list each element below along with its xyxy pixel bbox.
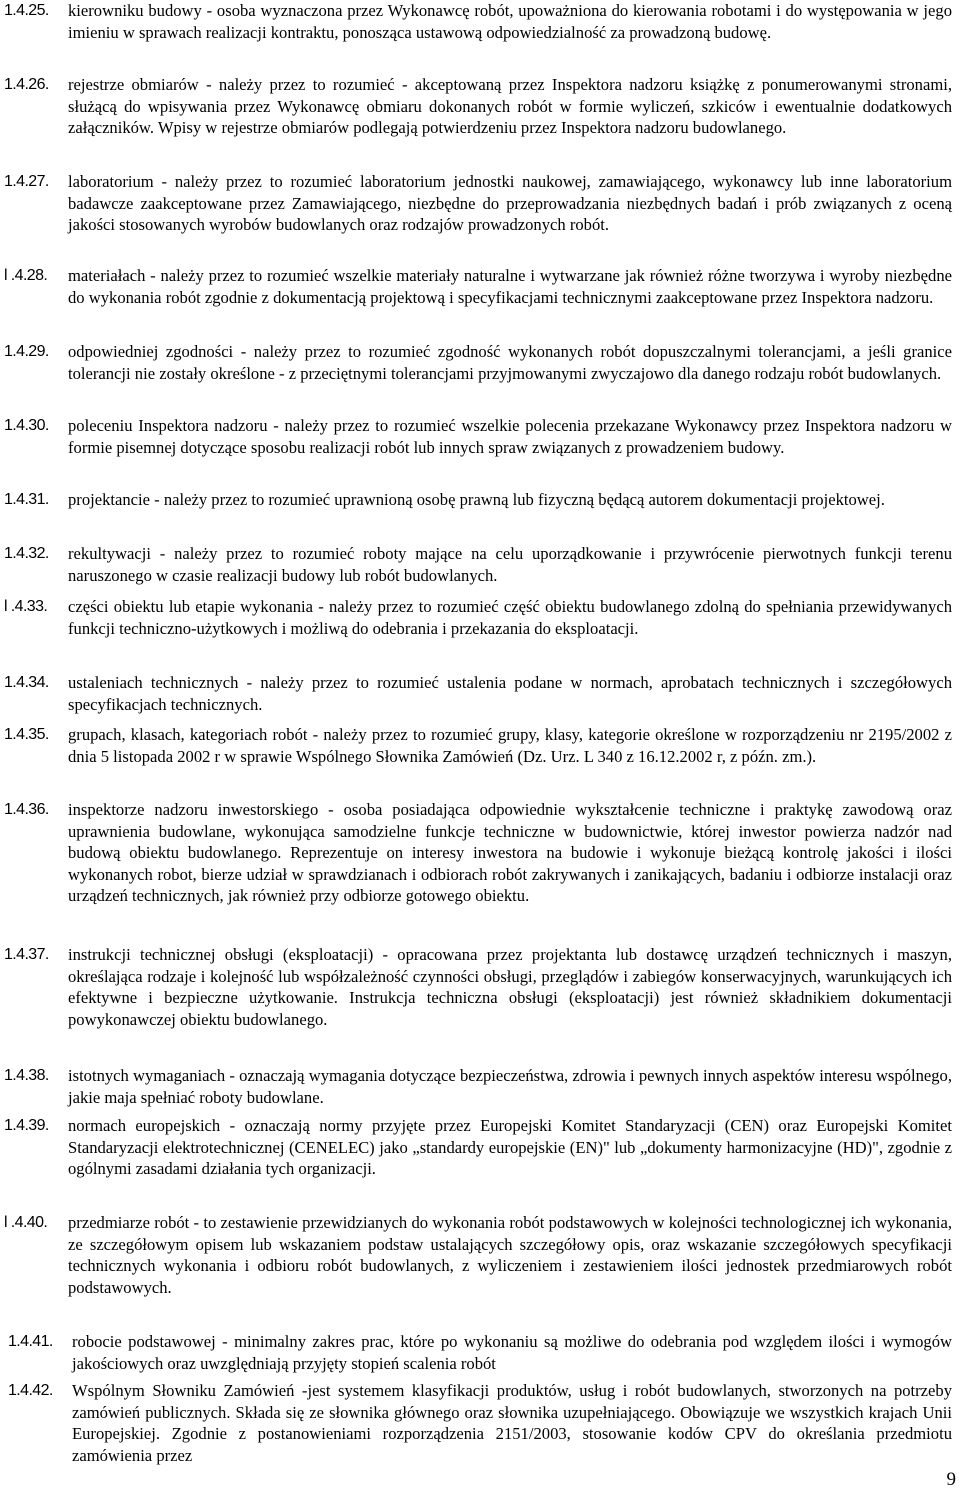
section-number: 1.4.36. (4, 801, 49, 818)
definition-1-4-28 (4, 265, 956, 308)
section-number: 1.4.41. (8, 1333, 53, 1350)
definition-text: grupach, klasach, kategoriach robót - należy przez to rozumieć grupy, klasy, kategorie określone w rozporządzeniu nr 2195/2002 z dnia 5 listopada 2002 r w sprawie Wspólnego Słownika Zamówień (Dz. Urz. L 340 z 16.12.2002 r, z późn. zm.). (68, 725, 952, 766)
definition-text: inspektorze nadzoru inwestorskiego - osoba posiadająca odpowiednie wykształcenie techniczne i praktykę zawodową oraz uprawnienia budowlane, wykonująca samodzielne funkcje techniczne w budownictwie, której inwestor powierza nadzór nad budową obiektu budowlanego. Reprezentuje on interesy inwestora na budowie i wykonuje bieżącą kontrolę jakości i ilości wykonanych robot, bierze udział w sprawdzianach i odbiorach robót zakrywanych i zanikających, badaniu i odbiorze instalacji oraz urządzeń technicznych, jak również przy odbiorze gotowego obiektu. (68, 800, 952, 905)
section-number: l .4.28. (4, 267, 48, 284)
definition-text: rejestrze obmiarów - należy przez to rozumieć - akceptowaną przez Inspektora nadzoru książkę z ponumerowanymi stronami, służącą do wpisywania przez Wykonawcę obmiaru dokonanych robót w formie wyliczeń, szkiców i ewentualnie dodatkowych załączników. Wpisy w rejestrze obmiarów podlegają potwierdzeniu przez Inspektora nadzoru budowlanego. (68, 75, 952, 137)
definition-1-4-35 (4, 724, 956, 767)
definition-1-4-25 (4, 0, 956, 43)
definition-text: laboratorium - należy przez to rozumieć laboratorium jednostki naukowej, zamawiającego, wykonawcy lub inne laboratorium badawcze zaakceptowane przez Zamawiającego, niezbędne do przeprowadzania niezbędnych badań i prób związanych z oceną jakości stosowanych wyrobów budowlanych oraz rodzajów prowadzonych robót. (68, 172, 952, 234)
definition-1-4-39 (4, 1115, 956, 1180)
section-number: 1.4.39. (4, 1117, 49, 1134)
definition-1-4-31 (4, 489, 956, 511)
definition-text: poleceniu Inspektora nadzoru - należy przez to rozumieć wszelkie polecenia przekazane Wykonawcy przez Inspektora nadzoru w formie pisemnej dotyczące sposobu realizacji robót lub innych spraw związanych z prowadzeniem budowy. (68, 416, 952, 457)
definition-text: kierowniku budowy - osoba wyznaczona przez Wykonawcę robót, upoważniona do kierowania robotami i do występowania w jego imieniu w sprawach realizacji kontraktu, ponosząca ustawową odpowiedzialność za prowadzoną budowę. (68, 1, 952, 42)
definition-text: części obiektu lub etapie wykonania - należy przez to rozumieć część obiektu budowlanego zdolną do spełniania przewidywanych funkcji techniczno-użytkowych i możliwą do odebrania i przekazania do eksploatacji. (68, 597, 952, 638)
definition-text: instrukcji technicznej obsługi (eksploatacji) - opracowana przez projektanta lub dostawcę urządzeń technicznych i maszyn, określająca rodzaje i kolejność lub współzależność czynności obsługi, przeglądów i zabiegów konserwacyjnych, warunkujących ich efektywne i bezpieczne użytkowanie. Instrukcja techniczna obsługi (eksploatacji) jest również składnikiem dokumentacji powykonawczej obiektu budowlanego. (68, 945, 952, 1029)
definition-text: Wspólnym Słowniku Zamówień -jest systemem klasyfikacji produktów, usług i robót budowlanych, stworzonych na potrzeby zamówień publicznych. Składa się ze słownika głównego oraz słownika uzupełniającego. Obowiązuje we wszystkich krajach Unii Europejskiej. Zgodnie z postanowieniami rozporządzenia 2151/2003, stosowanie kodów CPV do określania przedmiotu zamówienia przez (72, 1381, 952, 1465)
definition-text: istotnych wymaganiach - oznaczają wymagania dotyczące bezpieczeństwa, zdrowia i pewnych innych aspektów interesu wspólnego, jakie maja spełniać roboty budowlane. (68, 1066, 952, 1107)
definition-1-4-36 (4, 799, 956, 907)
definition-text: projektancie - należy przez to rozumieć uprawnioną osobę prawną lub fizyczną będącą autorem dokumentacji projektowej. (68, 490, 885, 509)
section-number: 1.4.32. (4, 545, 49, 562)
section-number: 1.4.42. (8, 1382, 53, 1399)
definition-text: normach europejskich - oznaczają normy przyjęte przez Europejski Komitet Standaryzacji (CEN) oraz Europejski Komitet Standaryzacji elektrotechnicznej (CENELEC) jako „standardy europejskie (EN)" lub „dokumenty harmonizacyjne (HD)", zgodnie z ogólnymi zasadami działania tych organizacji. (68, 1116, 952, 1178)
section-number: 1.4.26. (4, 76, 49, 93)
section-number: 1.4.29. (4, 343, 49, 360)
definition-1-4-34 (4, 672, 956, 715)
section-number: 1.4.31. (4, 491, 49, 508)
definition-1-4-41 (8, 1331, 956, 1374)
section-number: l .4.40. (4, 1214, 48, 1231)
section-number: 1.4.30. (4, 417, 49, 434)
definition-1-4-40 (4, 1212, 956, 1298)
definition-1-4-33 (4, 596, 956, 639)
section-number: 1.4.25. (4, 2, 49, 19)
definition-1-4-29 (4, 341, 956, 384)
definition-text: przedmiarze robót - to zestawienie przewidzianych do wykonania robót podstawowych w kolejności technologicznej ich wykonania, ze szczegółowym opisem lub wskazaniem podstaw ustalających szczegółowy opis, oraz wskazanie szczegółowych specyfikacji technicznych wykonania i odbioru robót budowlanych, z wyliczeniem i zestawieniem ilości jednostek przedmiarowych robót podstawowych. (68, 1213, 952, 1297)
definition-text: ustaleniach technicznych - należy przez to rozumieć ustalenia podane w normach, aprobatach technicznych i szczegółowych specyfikacjach technicznych. (68, 673, 952, 714)
section-number: 1.4.38. (4, 1067, 49, 1084)
definition-1-4-38 (4, 1065, 956, 1108)
definition-text: robocie podstawowej - minimalny zakres prac, które po wykonaniu są możliwe do odebrania pod względem ilości i wymogów jakościowych oraz uwzględniają przyjęty stopień scalenia robót (72, 1332, 952, 1373)
section-number: 1.4.37. (4, 946, 49, 963)
definition-1-4-37 (4, 944, 956, 1030)
definition-1-4-32 (4, 543, 956, 586)
section-number: 1.4.35. (4, 726, 49, 743)
section-number: 1.4.27. (4, 173, 49, 190)
definition-text: odpowiedniej zgodności - należy przez to rozumieć zgodność wykonanych robót dopuszczalnymi tolerancjami, a jeśli granice tolerancji nie zostały określone - z przeciętnymi tolerancjami przyjmowanymi zwyczajowo dla danego rodzaju robót budowlanych. (68, 342, 952, 383)
definition-1-4-30 (4, 415, 956, 458)
page-number: 9 (946, 1469, 956, 1490)
section-number: l .4.33. (4, 598, 48, 615)
definition-1-4-27 (4, 171, 956, 236)
definition-text: rekultywacji - należy przez to rozumieć roboty mające na celu uporządkowanie i przywrócenie pierwotnych funkcji terenu naruszonego w czasie realizacji budowy lub robót budowlanych. (68, 544, 952, 585)
definition-1-4-42 (8, 1380, 956, 1466)
section-number: 1.4.34. (4, 674, 49, 691)
definition-1-4-26 (4, 74, 956, 139)
definition-text: materiałach - należy przez to rozumieć wszelkie materiały naturalne i wytwarzane jak również różne tworzywa i wyroby niezbędne do wykonania robót zgodnie z dokumentacją projektową i specyfikacjami technicznymi zaakceptowane przez Inspektora nadzoru. (68, 266, 952, 307)
